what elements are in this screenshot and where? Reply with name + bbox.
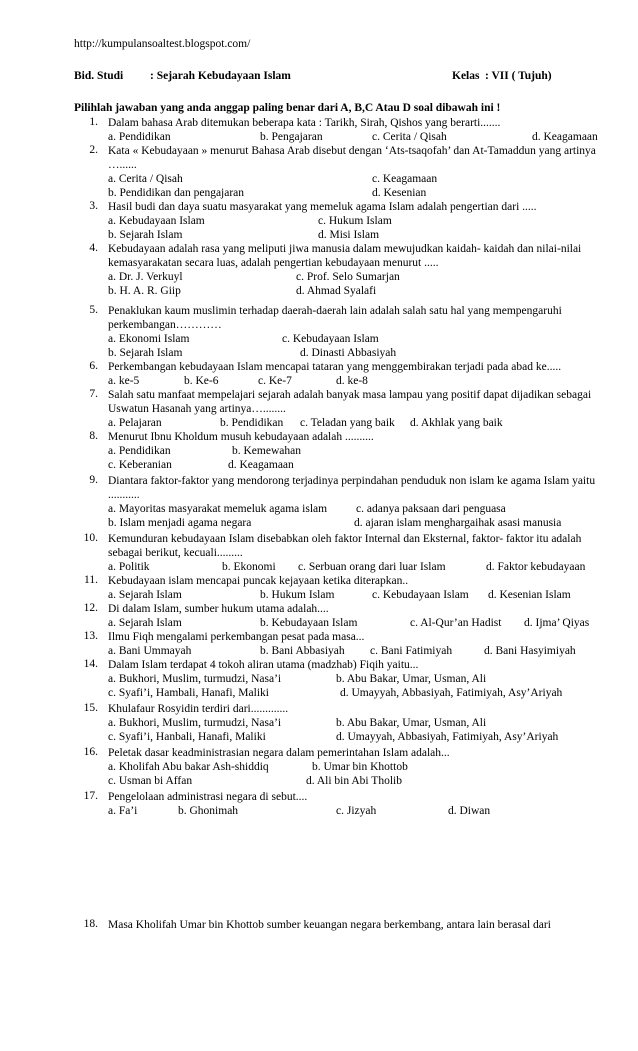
- option-b: b. Pendidikan: [220, 417, 284, 429]
- option-a: a. Politik: [108, 561, 150, 573]
- option-d: d. Umayyah, Abbasiyah, Fatimiyah, Asy’Ariyah: [340, 687, 563, 699]
- option-b: b. Abu Bakar, Umar, Usman, Ali: [336, 717, 487, 729]
- option-b: b. Pengajaran: [260, 131, 323, 143]
- subject-value: : Sejarah Kebudayaan Islam: [150, 70, 291, 82]
- option-a: a. Pendidikan: [108, 445, 171, 457]
- option-c: c. Cerita / Qisah: [372, 131, 447, 143]
- option-c: c. adanya paksaan dari penguasa: [356, 503, 506, 515]
- option-a: a. Sejarah Islam: [108, 617, 182, 629]
- option-d: d. Keagamaan: [228, 459, 294, 471]
- question-text: Peletak dasar keadministrasian negara dalam pemerintahan Islam adalah...: [108, 747, 450, 759]
- option-a: a. Bukhori, Muslim, turmudzi, Nasa’i: [108, 673, 282, 685]
- instruction: Pilihlah jawaban yang anda anggap paling benar dari A, B,C Atau D soal dibawah ini !: [74, 102, 501, 114]
- question-number: 14.: [83, 658, 98, 670]
- source-url[interactable]: http://kumpulansoaltest.blogspot.com/: [74, 38, 251, 50]
- option-a: a. Pendidikan: [108, 131, 171, 143]
- option-c: c. Ke-7: [258, 375, 292, 387]
- option-a: a. ke-5: [108, 375, 140, 387]
- option-d: d. Ijma’ Qiyas: [524, 617, 590, 629]
- question-number: 10.: [83, 532, 98, 544]
- option-a: a. Bukhori, Muslim, turmudzi, Nasa’i: [108, 717, 282, 729]
- option-d: d. ke-8: [336, 375, 368, 387]
- question-text: Penaklukan kaum muslimin terhadap daerah-daerah lain adalah salah satu hal yang mempengaruhi perkembangan…………: [108, 305, 562, 331]
- option-d: d. Ahmad Syalafi: [296, 285, 377, 297]
- question-number: 16.: [83, 746, 98, 758]
- question-text: Menurut Ibnu Kholdum musuh kebudayaan adalah ..........: [108, 431, 374, 443]
- option-b: b. Ke-6: [184, 375, 219, 387]
- question-text: Kebudayaan adalah rasa yang meliputi jiwa manusia dalam mewujudkan kaidah- kaidah dan nilai-nilai kemasyarakatan secara luas, adalah pengertian kebudayaan menurut .....: [108, 243, 582, 269]
- question-number: 11.: [84, 574, 98, 586]
- question-number: 12.: [83, 602, 98, 614]
- option-d: d. Akhlak yang baik: [410, 417, 503, 429]
- question-number: 15.: [83, 702, 98, 714]
- option-d: d. Kesenian Islam: [488, 589, 571, 601]
- option-b: b. Pendidikan dan pengajaran: [108, 187, 245, 199]
- option-c: c. Keagamaan: [372, 173, 438, 185]
- option-c: c. Teladan yang baik: [300, 417, 395, 429]
- option-d: d. Faktor kebudayaan: [486, 561, 586, 573]
- question-number: 17.: [83, 790, 98, 802]
- question-number: 7.: [89, 388, 98, 400]
- option-c: c. Kebudayaan Islam: [372, 589, 469, 601]
- question-text: Salah satu manfaat mempelajari sejarah adalah banyak masa lampau yang positif dapat dijadikan sebagai Uswatun Hasanah yang artinya…........: [108, 389, 592, 415]
- question-number: 2.: [89, 144, 98, 156]
- option-a: a. Ekonomi Islam: [108, 333, 190, 345]
- option-b: b. Abu Bakar, Umar, Usman, Ali: [336, 673, 487, 685]
- option-a: a. Kholifah Abu bakar Ash-shiddiq: [108, 761, 269, 773]
- question-text: Perkembangan kebudayaan Islam mencapai tataran yang menggembirakan terjadi pada abad ke.....: [108, 361, 562, 373]
- option-a: a. Sejarah Islam: [108, 589, 182, 601]
- question-number: 5.: [89, 304, 98, 316]
- question-text: Hasil budi dan daya suatu masyarakat yang memeluk agama Islam adalah pengertian dari .....: [108, 201, 537, 213]
- question-text: Ilmu Fiqh mengalami perkembangan pesat pada masa...: [108, 631, 365, 643]
- option-d: d. Diwan: [448, 805, 491, 817]
- option-c: c. Syafi’i, Hambali, Hanafi, Maliki: [108, 687, 269, 699]
- question-number: 1.: [89, 116, 98, 128]
- option-b: b. Ghonimah: [178, 805, 239, 817]
- question-number: 4.: [89, 242, 98, 254]
- question-text: Kebudayaan islam mencapai puncak kejayaan ketika diterapkan..: [108, 575, 409, 587]
- option-a: a. Dr. J. Verkuyl: [108, 271, 183, 283]
- option-b: b. Umar bin Khottob: [312, 761, 408, 773]
- class-label: Kelas: [452, 70, 480, 82]
- question-text: Kemunduran kebudayaan Islam disebabkan oleh faktor Internal dan Eksternal, faktor- faktor itu adalah sebagai berikut, kecuali.........: [108, 533, 582, 559]
- question-text: Diantara faktor-faktor yang mendorong terjadinya perpindahan penduduk non islam ke agama Islam yaitu ...........: [108, 475, 596, 501]
- question-number: 13.: [83, 630, 98, 642]
- option-b: b. Kemewahan: [232, 445, 301, 457]
- option-b: b. Islam menjadi agama negara: [108, 517, 252, 529]
- option-b: b. Sejarah Islam: [108, 229, 183, 241]
- option-d: d. Ali bin Abi Tholib: [306, 775, 402, 787]
- subject-label: Bid. Studi: [74, 70, 124, 82]
- option-b: b. Sejarah Islam: [108, 347, 183, 359]
- option-d: d. Dinasti Abbasiyah: [300, 347, 397, 359]
- question-number: 6.: [89, 360, 98, 372]
- question-number: 8.: [89, 430, 98, 442]
- question-number: 18.: [83, 918, 98, 930]
- option-a: a. Bani Ummayah: [108, 645, 192, 657]
- option-a: a. Pelajaran: [108, 417, 162, 429]
- option-c: c. Bani Fatimiyah: [370, 645, 453, 657]
- option-c: c. Keberanian: [108, 459, 172, 471]
- option-b: b. Bani Abbasiyah: [260, 645, 345, 657]
- option-b: b. Hukum Islam: [260, 589, 335, 601]
- option-c: c. Kebudayaan Islam: [282, 333, 379, 345]
- question-text: Dalam bahasa Arab ditemukan beberapa kata : Tarikh, Sirah, Qishos yang berarti.......: [108, 117, 501, 129]
- option-c: c. Hukum Islam: [318, 215, 392, 227]
- option-d: d. Misi Islam: [318, 229, 380, 241]
- option-c: c. Usman bi Affan: [108, 775, 193, 787]
- question-text: Pengelolaan administrasi negara di sebut....: [108, 791, 308, 803]
- option-a: a. Kebudayaan Islam: [108, 215, 205, 227]
- option-a: a. Mayoritas masyarakat memeluk agama islam: [108, 503, 328, 515]
- option-a: a. Cerita / Qisah: [108, 173, 183, 185]
- question-text: Khulafaur Rosyidin terdiri dari.............: [108, 703, 289, 715]
- option-d: d. Bani Hasyimiyah: [484, 645, 576, 657]
- option-c: c. Prof. Selo Sumarjan: [296, 271, 400, 283]
- option-b: b. Kebudayaan Islam: [260, 617, 358, 629]
- option-c: c. Al-Qur’an Hadist: [410, 617, 502, 629]
- question-text: Kata « Kebudayaan » menurut Bahasa Arab disebut dengan ‘Ats-tsaqofah’ dan At-Tamaddun yang artinya …......: [108, 145, 596, 171]
- option-c: c. Jizyah: [336, 805, 377, 817]
- option-d: d. Kesenian: [372, 187, 427, 199]
- class-value: : VII ( Tujuh): [485, 70, 552, 82]
- option-b: b. Ekonomi: [222, 561, 276, 573]
- question-number: 3.: [89, 200, 98, 212]
- option-a: a. Fa’i: [108, 805, 138, 817]
- option-d: d. ajaran islam menghargaihak asasi manusia: [354, 517, 562, 529]
- option-c: c. Serbuan orang dari luar Islam: [298, 561, 446, 573]
- question-text: Di dalam Islam, sumber hukum utama adalah....: [108, 603, 329, 615]
- option-c: c. Syafi’i, Hanbali, Hanafi, Maliki: [108, 731, 266, 743]
- question-text: Dalam Islam terdapat 4 tokoh aliran utama (madzhab) Fiqih yaitu...: [108, 659, 419, 671]
- option-d: d. Umayyah, Abbasiyah, Fatimiyah, Asy’Ariyah: [336, 731, 559, 743]
- option-d: d. Keagamaan: [532, 131, 598, 143]
- option-b: b. H. A. R. Giip: [108, 285, 181, 297]
- question-number: 9.: [89, 474, 98, 486]
- question-text: Masa Kholifah Umar bin Khottob sumber keuangan negara berkembang, antara lain berasal dari: [108, 919, 551, 931]
